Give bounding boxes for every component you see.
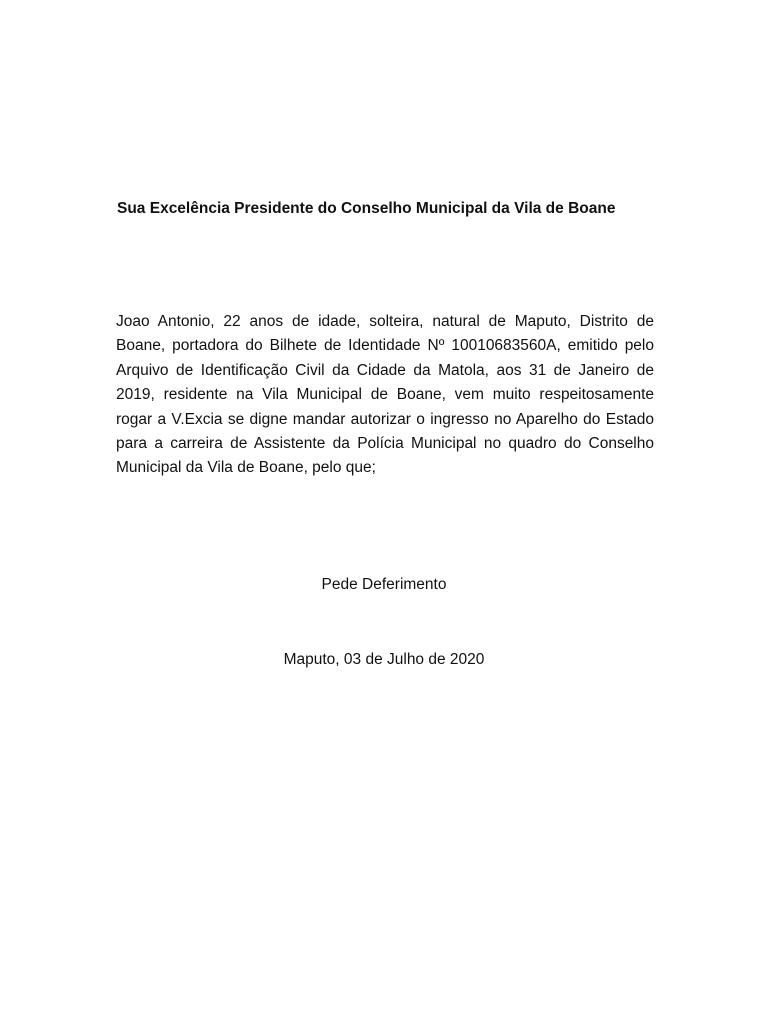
addressee-heading: Sua Excelência Presidente do Conselho Municipal da Vila de Boane [117, 200, 616, 217]
place-and-date: Maputo, 03 de Julho de 2020 [283, 651, 485, 668]
request-body-paragraph: Joao Antonio, 22 anos de idade, solteira, natural de Maputo, Distrito de Boane, portadora do Bilhete de Identidade Nº 10010683560A, emitido pelo Arquivo de Identificação Civil da Cidade da Matola, aos 31 de Janeiro de 2019, residente na Vila Municipal de Boane, vem muito respeitosamente rogar a V.Excia se digne mandar autorizar o ingresso no Aparelho do Estado para a carreira de Assistente da Polícia Municipal no quadro do Conselho Municipal da Vila de Boane, pelo que; [116, 313, 654, 477]
closing-line: Pede Deferimento [321, 576, 447, 593]
